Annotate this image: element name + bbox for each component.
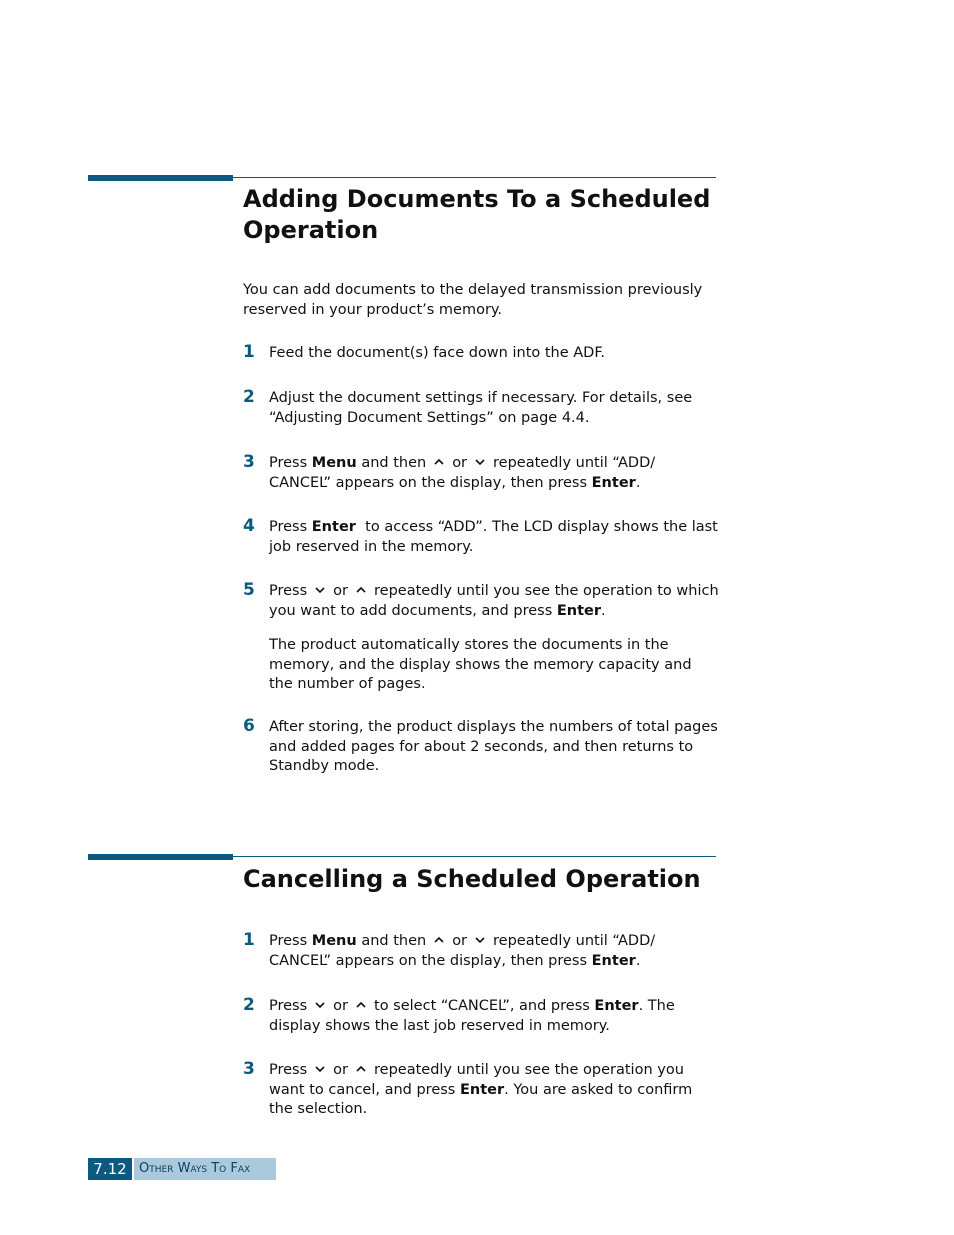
step-rest-text: to access “ADD”. The LCD display shows the last job reserved in the memory. [269,519,718,555]
step-number: 4 [243,516,255,536]
step-text [269,997,719,1036]
enter-key-label: Enter [591,474,636,491]
step-number: 6 [243,716,255,736]
step-number: 1 [243,342,255,362]
chevron-up-icon [433,935,445,945]
chevron-up-icon [355,1000,367,1010]
enter-key-label: Enter [556,602,602,619]
enter-key-label: Enter [591,952,636,969]
step-text [269,454,719,493]
chevron-down-icon [474,935,486,945]
section-rule-thick [88,854,233,860]
section-rule-thick [88,175,233,181]
chevron-down-icon [314,585,326,595]
step-number: 3 [243,452,255,472]
step-end-text: . [601,602,606,619]
step-rest-text: repeatedly until you see the operation to which you want to add documents, and press [269,583,719,619]
step-text: After storing, the product displays the numbers of total pages and added pages for about 2 seconds, and then returns to Standby mode. [269,719,718,774]
step-rest-text: repeatedly until you see the operation you want to cancel, and press [269,1062,684,1098]
step-rest-text: repeatedly until “ADD/ CANCEL” appears on the display, then press [269,455,656,491]
step-text: Feed the document(s) face down into the ADF. [269,345,605,361]
step-number: 2 [243,387,255,407]
press-text: Press [269,998,308,1014]
and-then-text: and then [361,933,427,949]
step-text [269,582,719,621]
and-then-text: and then [361,455,427,471]
or-text: or [333,583,349,599]
chevron-up-icon [433,457,445,467]
chevron-down-icon [314,1000,326,1010]
section-heading: Adding Documents To a Scheduled Operation [243,185,711,244]
step-number: 2 [243,995,255,1015]
step-number: 1 [243,930,255,950]
or-text: or [452,933,468,949]
chapter-title: Other Ways To Fax [134,1158,276,1180]
step-text [269,518,719,557]
or-text: or [452,455,468,471]
press-text: Press [269,933,308,949]
step-end-text: . [635,474,641,491]
menu-key-label: Menu [311,933,357,949]
enter-key-label: Enter [311,519,356,535]
step-text [269,932,719,971]
intro-paragraph: You can add documents to the delayed transmission previously reserved in your product’s memory. [243,282,703,318]
step-number: 3 [243,1059,255,1079]
chevron-up-icon [355,1064,367,1074]
section-rule-thin [233,856,716,857]
step-end-text: . You are asked to confirm the selection. [269,1081,693,1117]
step-text [269,1061,719,1120]
menu-key-label: Menu [311,455,357,471]
chevron-down-icon [474,457,486,467]
or-text: or [333,1062,349,1078]
section-heading: Cancelling a Scheduled Operation [243,865,701,893]
step-end-text: . The display shows the last job reserved in memory. [269,998,675,1034]
step-rest-text: repeatedly until “ADD/ CANCEL” appears on the display, then press [269,933,656,969]
step-number: 5 [243,580,255,600]
chevron-up-icon [355,585,367,595]
page-number: 7.12 [88,1158,132,1180]
press-text: Press [269,583,308,599]
enter-key-label: Enter [594,998,639,1014]
press-text: Press [269,455,308,471]
step-rest-text: to select “CANCEL”, and press [374,998,590,1014]
press-text: Press [269,519,308,535]
step-text: Adjust the document settings if necessary. For details, see “Adjusting Document Settings” on page 4.4. [269,390,693,426]
or-text: or [333,998,349,1014]
step-note: The product automatically stores the documents in the memory, and the display shows the memory capacity and the number of pages. [269,637,692,692]
press-text: Press [269,1062,308,1078]
chevron-down-icon [314,1064,326,1074]
enter-key-label: Enter [459,1081,505,1098]
section-rule-thin [233,177,716,178]
step-end-text: . [635,952,641,969]
